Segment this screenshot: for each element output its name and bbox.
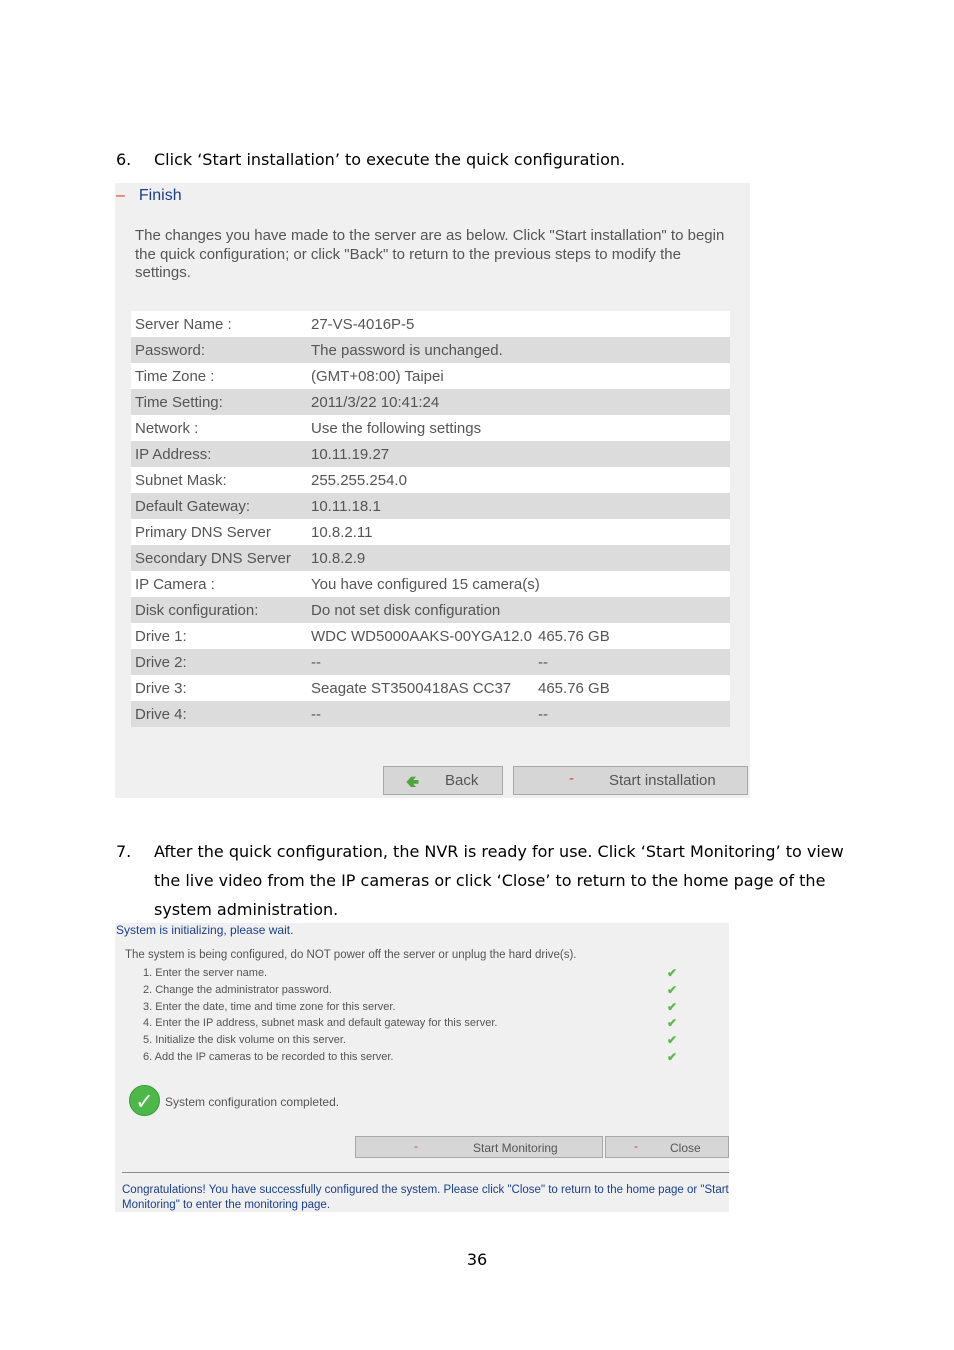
finish-title-label: Finish: [138, 187, 182, 204]
start-monitoring-button[interactable]: [355, 1136, 603, 1158]
check-icon: ✔: [667, 1033, 678, 1048]
summary-label: Subnet Mask:: [131, 467, 311, 493]
close-label: Close: [670, 1141, 701, 1155]
finish-title[interactable]: [116, 187, 182, 205]
summary-label: IP Address:: [131, 441, 311, 467]
drive-model: Seagate ST3500418AS CC37: [311, 675, 538, 701]
summary-row: [131, 519, 730, 545]
close-button[interactable]: [605, 1136, 729, 1158]
summary-row: [131, 441, 730, 467]
drive-label: Drive 4:: [131, 701, 311, 727]
start-installation-label: Start installation: [609, 772, 716, 789]
summary-row: [131, 597, 730, 623]
summary-label: IP Camera :: [131, 571, 311, 597]
step-text: Click ‘Start installation’ to execute the quick configuration.: [154, 150, 626, 169]
drive-size: 465.76 GB: [538, 623, 730, 649]
summary-row: [131, 545, 730, 571]
check-icon: ✔: [667, 966, 678, 980]
summary-table: [131, 311, 730, 727]
warning-text: The system is being configured, do NOT power off the server or unplug the hard drive(s).: [125, 949, 577, 961]
summary-value: You have configured 15 camera(s): [311, 571, 730, 597]
summary-value: 255.255.254.0: [311, 467, 730, 493]
summary-value: 10.8.2.11: [311, 519, 730, 545]
summary-value: 27-VS-4016P-5: [311, 311, 730, 337]
check-icon: ✔: [667, 1016, 678, 1031]
drive-size: --: [538, 649, 730, 675]
summary-value: 2011/3/22 10:41:24: [311, 389, 730, 415]
congrats-text: Congratulations! You have successfully configured the system. Please click "Close" to return to the home page or "Start Monitoring" to enter the monitoring page.: [122, 1184, 729, 1211]
drive-row: [131, 649, 730, 675]
summary-row: [131, 467, 730, 493]
summary-label: Network :: [131, 415, 311, 441]
check-icon: ✔: [667, 999, 678, 1014]
summary-row: [131, 363, 730, 389]
summary-row: [131, 389, 730, 415]
step-number: 7.: [116, 842, 132, 861]
step-text: 5. Initialize the disk volume on this server.: [143, 1034, 346, 1047]
check-icon: ✔: [667, 982, 678, 997]
finish-panel: [115, 183, 750, 798]
summary-row: [131, 493, 730, 519]
step-text: 1. Enter the server name.: [143, 967, 268, 979]
step-text: 4. Enter the IP address, subnet mask and default gateway for this server.: [143, 1017, 498, 1030]
step-text: 6. Add the IP cameras to be recorded to this server.: [143, 1050, 394, 1063]
summary-label: Server Name :: [131, 311, 311, 337]
list-item: [143, 1015, 683, 1032]
list-item: [143, 965, 683, 982]
drive-size: --: [538, 701, 730, 727]
summary-value: Do not set disk configuration: [311, 597, 730, 623]
check-icon: ✔: [667, 1049, 678, 1064]
summary-row: [131, 571, 730, 597]
summary-value: 10.8.2.9: [311, 545, 730, 571]
drive-model: --: [311, 701, 538, 727]
minus-icon: -: [634, 1139, 638, 1153]
config-steps-list: [143, 965, 683, 1066]
page-number: 36: [466, 1250, 488, 1269]
step-text: 3. Enter the date, time and time zone for this server.: [143, 1000, 396, 1013]
step-text: After the quick configuration, the NVR is ready for use. Click ‘Start Monitoring’ to view the live video from the IP cameras or click ‘Close’ to return to the home page of the system administration.: [154, 842, 844, 919]
completed-text: System configuration completed.: [165, 1095, 340, 1109]
summary-label: Password:: [131, 337, 311, 363]
success-check-icon: ✓: [129, 1085, 160, 1116]
init-panel: [115, 923, 729, 1212]
start-installation-button[interactable]: [513, 766, 748, 795]
drive-row: [131, 675, 730, 701]
drive-model: --: [311, 649, 538, 675]
list-item: [143, 999, 683, 1016]
drive-row: [131, 623, 730, 649]
back-button[interactable]: [383, 766, 503, 795]
drive-model: WDC WD5000AAKS-00YGA12.0: [311, 623, 538, 649]
summary-row: [131, 337, 730, 363]
finish-intro: The changes you have made to the server are as below. Click "Start installation" to begin the quick configuration; or click "Back" to return to the previous steps to modify the settings.: [135, 227, 725, 281]
summary-row: [131, 415, 730, 441]
back-label: Back: [445, 772, 479, 789]
drive-label: Drive 1:: [131, 623, 311, 649]
summary-value: 10.11.19.27: [311, 441, 730, 467]
summary-label: Disk configuration:: [131, 597, 311, 623]
drive-label: Drive 3:: [131, 675, 311, 701]
summary-value: The password is unchanged.: [311, 337, 730, 363]
summary-value: Use the following settings: [311, 415, 730, 441]
start-monitoring-label: Start Monitoring: [473, 1141, 558, 1155]
summary-label: Secondary DNS Server: [131, 545, 311, 571]
list-item: [143, 982, 683, 999]
step-text: 2. Change the administrator password.: [143, 983, 332, 996]
list-item: [143, 1032, 683, 1049]
minus-icon: -: [414, 1139, 418, 1153]
step-number: 6.: [116, 150, 132, 169]
summary-label: Primary DNS Server: [131, 519, 311, 545]
initializing-title: System is initializing, please wait.: [116, 923, 294, 937]
summary-value: 10.11.18.1: [311, 493, 730, 519]
summary-label: Default Gateway:: [131, 493, 311, 519]
minus-icon: -: [569, 770, 574, 787]
drive-size: 465.76 GB: [538, 675, 730, 701]
summary-row: [131, 311, 730, 337]
arrow-left-icon: 🢀: [406, 774, 419, 791]
summary-value: (GMT+08:00) Taipei: [311, 363, 730, 389]
summary-label: Time Zone :: [131, 363, 311, 389]
drive-row: [131, 701, 730, 727]
summary-label: Time Setting:: [131, 389, 311, 415]
drive-label: Drive 2:: [131, 649, 311, 675]
list-item: [143, 1049, 683, 1066]
collapse-icon: –: [116, 187, 125, 204]
divider: [122, 1172, 729, 1173]
